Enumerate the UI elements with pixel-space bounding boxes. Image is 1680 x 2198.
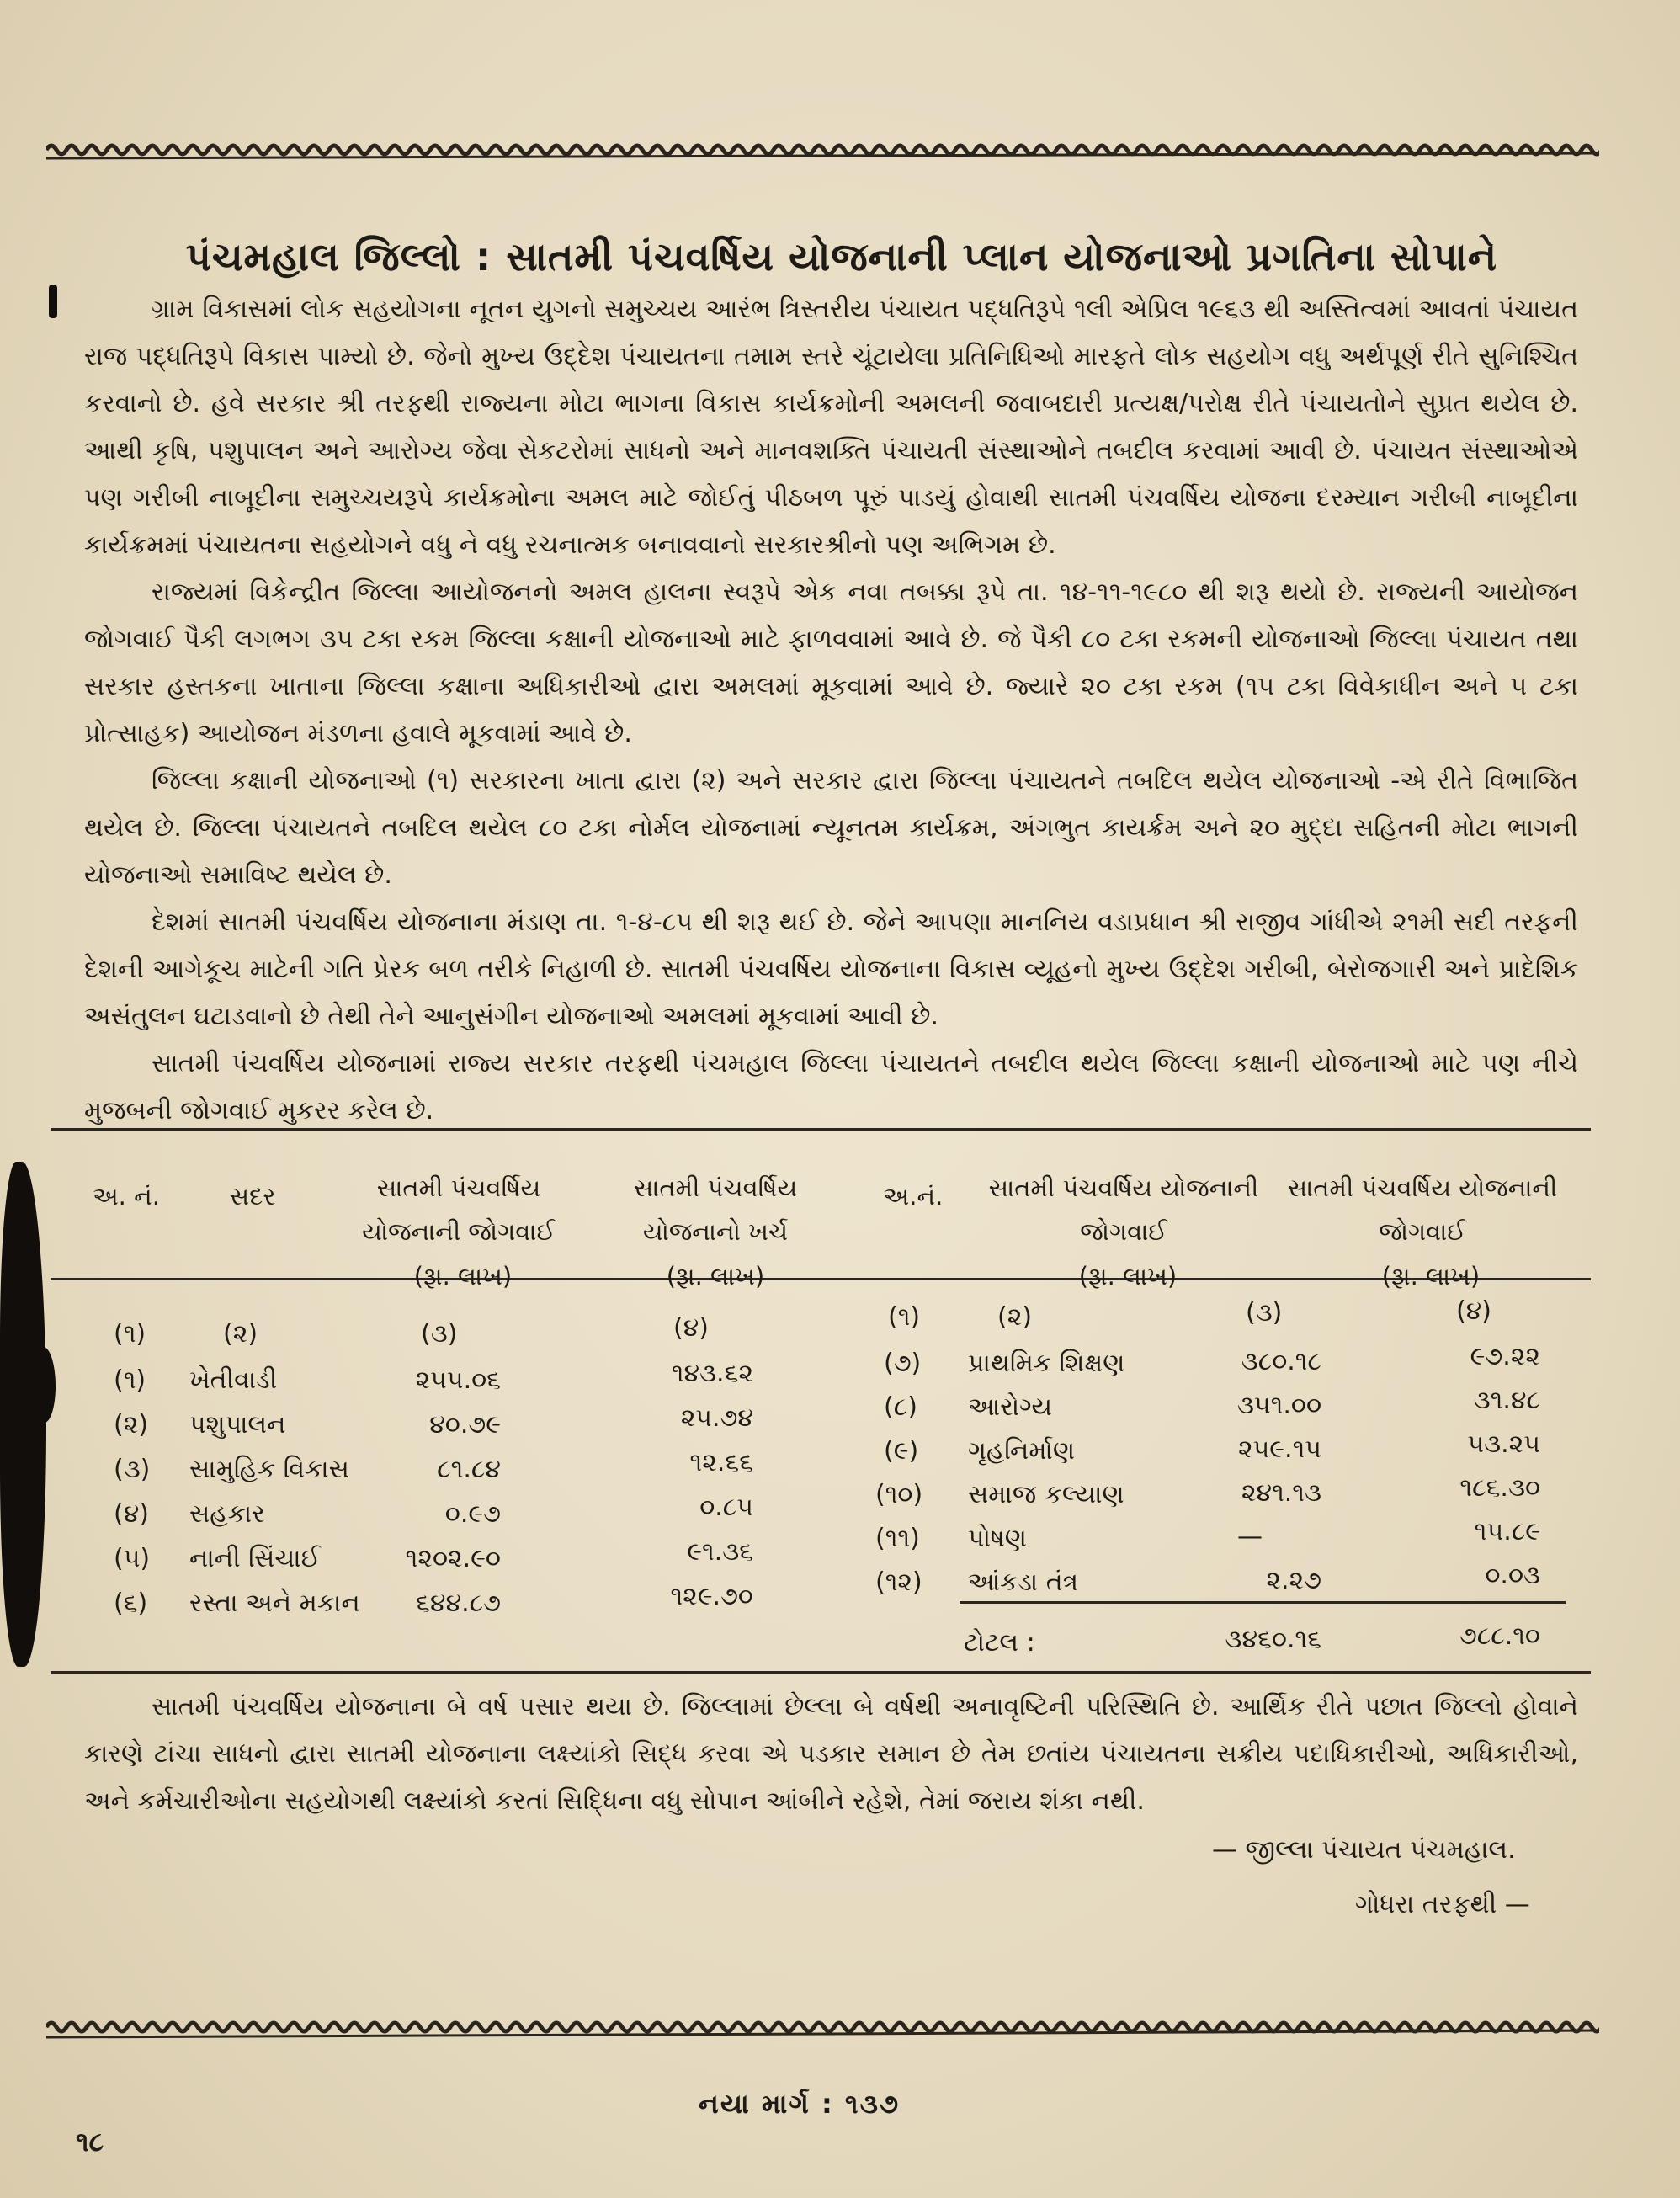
col-index: (૪) [1456, 1296, 1492, 1326]
row-spent: ૦.૮૫ [699, 1493, 753, 1522]
row-serial: (૧૨) [875, 1567, 922, 1597]
row-item: નાની સિંચાઈ [189, 1544, 321, 1573]
row-plan: ૨૫૫.૦૬ [415, 1365, 501, 1395]
signature-org: — જીલ્લા પંચાયત પંચમહાલ. [1212, 1835, 1516, 1865]
col-index: (૨) [223, 1319, 258, 1349]
total-spent: ૭૮૮.૧૦ [1459, 1621, 1540, 1651]
header-plan-right: સાતમી પંચવર્ષિય યોજનાની જોગવાઈ [988, 1174, 1259, 1246]
closing-paragraph: સાતમી પંચવર્ષિય યોજનાના બે વર્ષ પસાર થયા છે. જિલ્લામાં છેલ્લા બે વર્ષથી અનાવૃષ્ટિની પરિસ્થિતિ છે. આર્થિક રીતે પછાત જિલ્લો હોવાને કારણે ટાંચા સાધનો દ્વારા સાતમી યોજનાના લક્ષ્યાંકો સિદ્ધ કરવા એ પડકાર સમાન છે તેમ છતાંય પંચાયતના સક્રીય પદાધિકારીઓ, અધિકારીઓ, અને કર્મચારીઓના સહયોગથી લક્ષ્યાંકો કરતાં સિદ્ધિના વધુ સોપાન આંબીને રહેશે, તેમાં જરાય શંકા નથી. [84, 1692, 1578, 1816]
paragraph-4: દેશમાં સાતમી પંચવર્ષિય યોજનાના મંડાણ તા. ૧-૪-૮૫ થી શરૂ થઈ છે. જેને આપણા માનનિય વડાપ્રધાન શ્રી રાજીવ ગાંધીએ ૨૧મી સદી તરફની દેશની આગેકૂચ માટેની ગતિ પ્રેરક બળ તરીકે નિહાળી છે. સાતમી પંચવર્ષિય યોજનાના વિકાસ વ્યૂહનો મુખ્ય ઉદ્દેશ ગરીબી, બેરોજગારી અને પ્રાદેશિક અસંતુલન ઘટાડવાનો છે તેથી તેને આનુસંગીન યોજનાઓ અમલમાં મૂકવામાં આવી છે. [84, 907, 1578, 1031]
row-serial: (૮) [884, 1392, 917, 1422]
row-plan: ૨.૨૭ [1266, 1566, 1321, 1595]
col-index: (૪) [673, 1313, 710, 1343]
row-item: આરોગ્ય [968, 1392, 1053, 1422]
row-item: ખેતીવાડી [189, 1365, 278, 1395]
paragraph-1: ગ્રામ વિકાસમાં લોક સહયોગના નૂતન યુગનો સમુચ્ચય આરંભ ત્રિસ્તરીય પંચાયત પદ્ધતિરૂપે ૧લી એપ્રિલ ૧૯૬૩ થી અસ્તિત્વમાં આવતાં પંચાયત રાજ પદ્ધતિરૂપે વિકાસ પામ્યો છે. જેનો મુખ્ય ઉદ્દેશ પંચાયતના તમામ સ્તરે ચૂંટાયેલા પ્રતિનિધિઓ મારફતે લોક સહયોગ વધુ અર્થપૂર્ણ રીતે સુનિશ્ચિત કરવાનો છે. હવે સરકાર શ્રી તરફથી રાજ્યના મોટા ભાગના વિકાસ કાર્યક્રમોની અમલની જવાબદારી પ્રત્યક્ષ/પરોક્ષ રીતે પંચાયતોને સુપ્રત થયેલ છે. આથી કૃષિ, પશુપાલન અને આરોગ્ય જેવા સેકટરોમાં સાધનો અને માનવશક્તિ પંચાયતી સંસ્થાઓને તબદીલ કરવામાં આવી છે. પંચાયત સંસ્થાઓએ પણ ગરીબી નાબૂદીના સમુચ્ચયરૂપે કાર્યક્રમોના અમલ માટે જોઈતું પીઠબળ પૂરું પાડયું હોવાથી સાતમી પંચવર્ષિય યોજના દરમ્યાન ગરીબી નાબૂદીના કાર્યક્રમમાં પંચાયતના સહયોગને વધુ ને વધુ રચનાત્મક બનાવવાનો સરકારશ્રીનો પણ અભિગમ છે. [84, 295, 1578, 560]
row-plan: ૦.૯૭ [444, 1499, 501, 1529]
row-item: સમાજ કલ્યાણ [968, 1480, 1124, 1509]
row-item: રસ્તા અને મકાન [189, 1589, 360, 1618]
header-spent-right: સાતમી પંચવર્ષિય યોજનાની જોગવાઈ [1287, 1174, 1558, 1246]
article-body [84, 286, 1578, 1135]
col-index: (૧) [888, 1302, 921, 1332]
header-serial-left: અ. નં. [93, 1182, 160, 1211]
row-spent: ૦.૦૩ [1485, 1561, 1540, 1590]
row-plan: ૧૨૦૨.૯૦ [405, 1544, 501, 1573]
row-item: પશુપાલન [189, 1410, 286, 1440]
signature-place: ગોધરા તરફથી — [1355, 1890, 1530, 1919]
row-spent: ૩૧.૪૮ [1473, 1386, 1540, 1415]
paragraph-3: જિલ્લા કક્ષાની યોજનાઓ (૧) સરકારના ખાતા દ્વારા (૨) અને સરકાર દ્વારા જિલ્લા પંચાયતને તબદિલ થયેલ યોજનાઓ -એ રીતે વિભાજિત થયેલ છે. જિલ્લા પંચાયતને તબદિલ થયેલ ૮૦ ટકા નોર્મલ યોજનામાં ન્યૂનતમ કાર્યક્રમ, અંગભુત કાયર્ક્રમ અને ૨૦ મુદ્દા સહિતની મોટા ભાગની યોજનાઓ સમાવિષ્ટ થયેલ છે. [84, 766, 1578, 890]
row-serial: (૩) [114, 1455, 151, 1484]
row-plan: ૩૮૦.૧૮ [1241, 1347, 1321, 1376]
row-serial: (૧૧) [875, 1524, 920, 1553]
total-plan: ૩૪૬૦.૧૬ [1225, 1625, 1321, 1654]
row-spent: ૫૩.૨૫ [1467, 1429, 1540, 1459]
col-index: (૨) [997, 1302, 1033, 1332]
row-item: સહકાર [189, 1499, 265, 1529]
row-item: આંકડા તંત્ર [968, 1567, 1079, 1597]
total-rule [960, 1601, 1566, 1604]
row-spent: ૧૪૩.૬૨ [671, 1359, 753, 1388]
row-spent: ૯૭.૨૨ [1470, 1342, 1540, 1371]
top-wavy-rule [46, 135, 1599, 168]
col-index: (૧) [114, 1319, 146, 1349]
row-spent: ૧૨૯.૭૦ [670, 1582, 753, 1611]
row-serial: (૯) [884, 1436, 919, 1466]
row-serial: (૨) [114, 1410, 149, 1440]
header-spent-left: સાતમી પંચવર્ષિય યોજનાનો ખર્ચ [633, 1174, 798, 1246]
magazine-footer: નયા માર્ગ : ૧૩૭ [699, 2088, 901, 2120]
paragraph-2: રાજ્યમાં વિકેન્દ્રીત જિલ્લા આયોજનનો અમલ હાલના સ્વરૂપે એક નવા તબક્કા રૂપે તા. ૧૪-૧૧-૧૯૮૦ થી શરૂ થયો છે. રાજ્યની આયોજન જોગવાઈ પૈકી લગભગ ૩૫ ટકા રકમ જિલ્લા કક્ષાની યોજનાઓ માટે ફાળવવામાં આવે છે. જે પૈકી ૮૦ ટકા રકમની યોજનાઓ જિલ્લા પંચાયત તથા સરકાર હસ્તકના ખાતાના જિલ્લા કક્ષાના અધિકારીઓ દ્વારા અમલમાં મૂકવામાં આવે છે. જ્યારે ૨૦ ટકા રકમ (૧૫ ટકા વિવેકાધીન અને ૫ ટકા પ્રોત્સાહક) આયોજન મંડળના હવાલે મૂકવામાં આવે છે. [84, 577, 1578, 748]
table-bottom-rule [51, 1671, 1591, 1674]
row-spent: ૧૫.૮૯ [1474, 1517, 1540, 1546]
row-plan: ૬૪૪.૮૭ [416, 1589, 501, 1618]
row-spent: ૯૧.૩૬ [687, 1537, 753, 1567]
header-item: સદર [229, 1182, 276, 1211]
header-unit-spent-left: (રૂા. લાખ) [666, 1262, 765, 1291]
row-plan: — [1237, 1522, 1263, 1551]
page-damage [32, 1347, 56, 1423]
col-index: (૩) [421, 1319, 458, 1349]
row-plan: ૩૫૧.૦૦ [1236, 1391, 1321, 1420]
paragraph-5: સાતમી પંચવર્ષિય યોજનામાં રાજ્ય સરકાર તરફથી પંચમહાલ જિલ્લા પંચાયતને તબદીલ થયેલ જિલ્લા કક્ષાની યોજનાઓ માટે પણ નીચે મુજબની જોગવાઈ મુકરર કરેલ છે. [84, 1049, 1578, 1126]
header-plan-left: સાતમી પંચવર્ષિય યોજનાની જોગવાઈ [362, 1174, 556, 1246]
row-plan: ૮૧.૮૪ [437, 1455, 501, 1484]
row-item: સામુહિક વિકાસ [189, 1455, 349, 1484]
total-label: ટોટલ : [964, 1628, 1035, 1658]
row-serial: (૭) [884, 1349, 922, 1378]
header-unit-spent-right: (રૂા. લાખ) [1381, 1262, 1481, 1291]
row-spent: ૧૮૬.૩૦ [1459, 1473, 1540, 1503]
row-spent: ૧૨.૬૬ [689, 1448, 753, 1477]
header-serial-right: અ.નં. [883, 1182, 944, 1211]
row-item: પ્રાથમિક શિક્ષણ [968, 1349, 1125, 1378]
row-serial: (૫) [114, 1544, 151, 1573]
row-item: ગૃહનિર્માણ [968, 1436, 1076, 1466]
row-serial: (૧૦) [875, 1480, 923, 1509]
row-serial: (૧) [114, 1365, 146, 1395]
article-title: પંચમહાલ જિલ્લો : સાતમી પંચવર્ષિય યોજનાની પ્લાન યોજનાઓ પ્રગતિના સોપાને [185, 234, 1498, 279]
row-serial: (૪) [114, 1499, 150, 1529]
row-plan: ૨૫૯.૧૫ [1237, 1434, 1321, 1464]
header-unit-plan-left: (રૂા. લાખ) [413, 1262, 513, 1291]
row-item: પોષણ [968, 1524, 1027, 1553]
header-unit-plan-right: (રૂા. લાખ) [1078, 1262, 1178, 1291]
row-serial: (૬) [114, 1589, 148, 1618]
row-plan: ૨૪૧.૧૩ [1241, 1478, 1321, 1508]
closing-section [84, 1684, 1578, 1825]
col-index: (૩) [1246, 1298, 1283, 1328]
page-damage [49, 285, 57, 318]
table-top-rule [51, 1128, 1591, 1131]
row-spent: ૨૫.૭૪ [680, 1403, 753, 1433]
bottom-wavy-rule [46, 2012, 1599, 2046]
row-plan: ૪૦.૭૯ [429, 1410, 501, 1440]
page-number: ૧૮ [76, 2126, 104, 2158]
